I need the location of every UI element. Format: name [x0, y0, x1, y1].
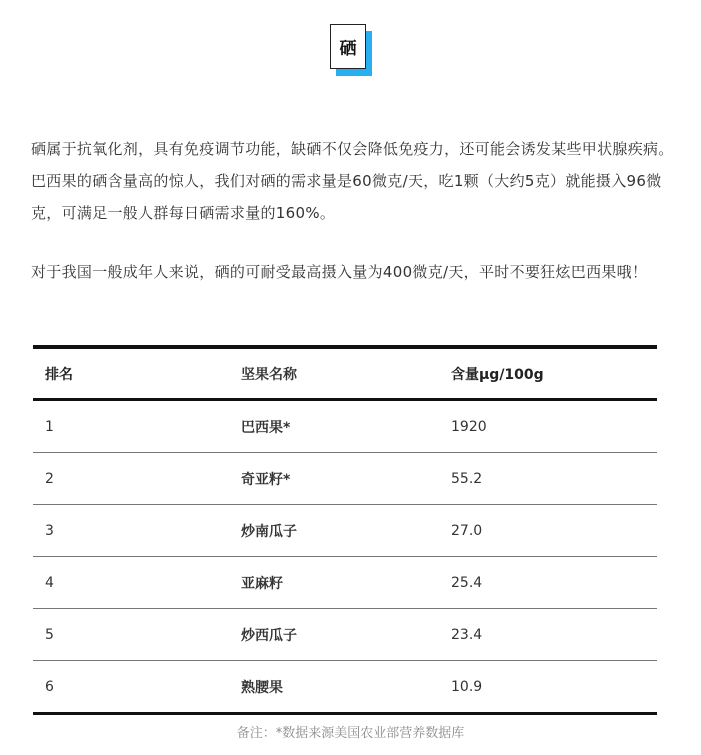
table-header-row — [33, 347, 657, 400]
cell-content: 23.4 — [451, 626, 483, 643]
paragraph-selenium-intro: 硒属于抗氧化剂，具有免疫调节功能，缺硒不仅会降低免疫力，还可能会诱发某些甲状腺疾病。巴西果的硒含量高的惊人，我们对硒的需求量是60微克/天，吃1颗（大约5克）就能摄入96微克，可满足一般人群每日硒需求量的160%。 — [31, 140, 674, 222]
cell-content: 10.9 — [451, 678, 483, 695]
cell-nut-name: 炒西瓜子 — [241, 627, 297, 644]
table-row — [33, 557, 657, 609]
cell-rank: 3 — [45, 522, 54, 539]
section-heading — [330, 24, 372, 76]
cell-rank: 1 — [45, 418, 54, 435]
nut-selenium-table — [33, 345, 657, 715]
table-row — [33, 661, 657, 714]
table-row — [33, 609, 657, 661]
cell-nut-name: 奇亚籽* — [241, 471, 291, 488]
table-row — [33, 400, 657, 453]
cell-content: 25.4 — [451, 574, 483, 591]
header-content: 含量μg/100g — [451, 366, 544, 383]
data-source-note: 备注：*数据来源美国农业部营养数据库 — [236, 726, 465, 741]
cell-rank: 4 — [45, 574, 54, 591]
paragraph-selenium-limit: 对于我国一般成年人来说，硒的可耐受最高摄入量为400微克/天，平时不要狂炫巴西果哦！ — [31, 263, 648, 281]
cell-content: 27.0 — [451, 522, 483, 539]
cell-nut-name: 熟腰果 — [241, 679, 283, 696]
cell-content: 55.2 — [451, 470, 483, 487]
cell-rank: 2 — [45, 470, 54, 487]
cell-content: 1920 — [451, 418, 487, 435]
cell-nut-name: 巴西果* — [241, 419, 291, 436]
table-row — [33, 453, 657, 505]
cell-nut-name: 亚麻籽 — [241, 575, 283, 592]
heading-label: 硒 — [330, 24, 366, 69]
cell-rank: 6 — [45, 678, 54, 695]
header-nut-name: 坚果名称 — [241, 366, 297, 383]
data-table — [33, 345, 657, 715]
cell-rank: 5 — [45, 626, 54, 643]
cell-nut-name: 炒南瓜子 — [241, 523, 297, 540]
header-rank: 排名 — [45, 366, 73, 383]
table-row — [33, 505, 657, 557]
